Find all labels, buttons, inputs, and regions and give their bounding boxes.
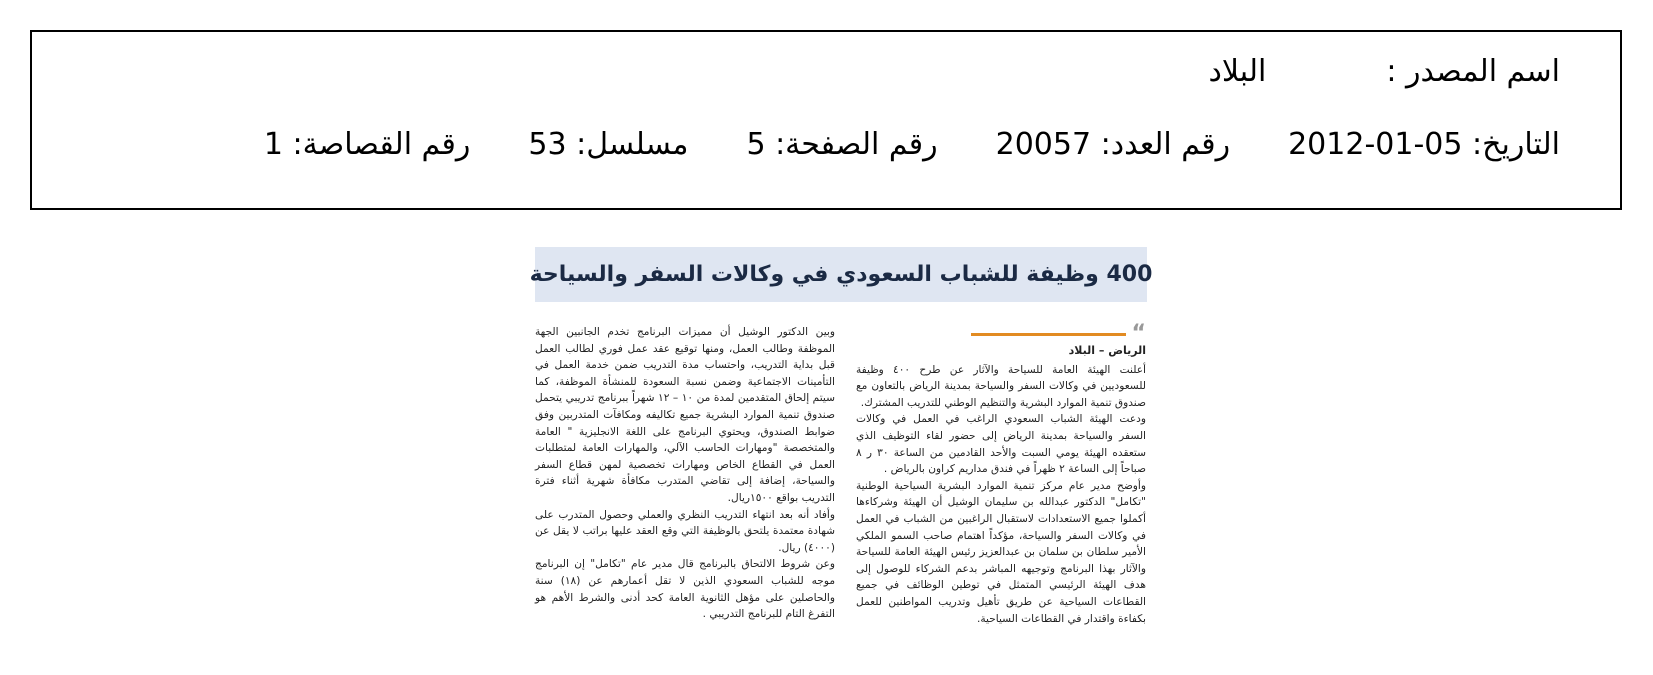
source-row [1209, 54, 1560, 89]
paragraph: أعلنت الهيئة العامة للسياحة والآثار عن طرح ٤٠٠ وظيفة للسعوديين في وكالات السفر والسياحة بمدينة الرياض بالتعاون مع صندوق تنمية الموارد البشرية والتنظيم الوطني للتدريب المشترك. [856, 363, 1146, 409]
clipping-header [30, 30, 1622, 210]
paragraph: وأفاد أنه بعد انتهاء التدريب النظري والعملي وحصول المتدرب على شهادة معتمدة يلتحق بالوظيفة التي وقع العقد عليها براتب لا يقل عن (٤٠٠٠) ريال. [535, 508, 835, 554]
article-column-left [535, 324, 835, 623]
page-number-field: رقم الصفحة: 5 [746, 127, 938, 162]
quote-icon: “ [1131, 321, 1146, 346]
quote-decoration [856, 321, 1146, 346]
paragraph: وبين الدكتور الوشيل أن مميزات البرنامج تخدم الجانبين الجهة الموظفة وطالب العمل، ومنها توقيع عقد عمل فوري لطالب العمل قبل بداية التدريب، واحتساب مدة التدريب ضمن خدمة العمل في التأمينات الاجتماعية وضمن نسبة السعودة للمنشأة الموظفة، كما سيتم إلحاق المتقدمين لمدة من ١٠ – ١٢ شهراً ببرنامج تدريبي يتحمل صندوق تنمية الموارد البشرية جميع تكاليفه ومكافآت المتدربين وفق ضوابط الصندوق، ويحتوي البرنامج على اللغة الانجليزية " العامة والمتخصصة "ومهارات الحاسب الآلي، والمهارات العامة لمتطلبات العمل في القطاع الخاص ومهارات تخصصية لمهن قطاع السفر والسياحة، إضافة إلى تقاضي المتدرب مكافأة شهرية أثناء فترة التدريب بواقع ١٥٠٠ريال. [535, 326, 835, 504]
date-field: التاريخ: 05-01-2012 [1288, 127, 1560, 162]
accent-line [971, 333, 1126, 336]
newspaper-clipping [529, 247, 1153, 675]
article-byline: الرياض – البلاد [1068, 344, 1146, 357]
clip-number-field: رقم القصاصة: 1 [263, 127, 471, 162]
metadata-row [264, 127, 1560, 162]
article-headline: 400 وظيفة للشباب السعودي في وكالات السفر والسياحة [529, 262, 1153, 287]
issue-number-field: رقم العدد: 20057 [995, 127, 1231, 162]
paragraph: ودعت الهيئة الشباب السعودي الراغب في العمل في وكالات السفر والسياحة بمدينة الرياض إلى حضور لقاء التوظيف الذي ستعقده الهيئة يومي السبت والأحد القادمين من الساعة ٣٠ ر ٨ صباحاً إلى الساعة ٢ ظهراً في فندق مداريم كراون بالرياض . [856, 413, 1146, 476]
article-column-right [856, 321, 1146, 627]
paragraph: وعن شروط الالتحاق بالبرنامج قال مدير عام "تكامل" إن البرنامج موجه للشباب السعودي الذين لا تقل أعمارهم عن (١٨) سنة والحاصلين على مؤهل الثانوية العامة كحد أدنى والشرط الأهم هو التفرغ التام للبرنامج التدريبي . [535, 558, 835, 621]
headline-bar [529, 247, 1153, 302]
source-label: اسم المصدر : [1386, 54, 1560, 89]
paragraph: وأوضح مدير عام مركز تنمية الموارد البشرية السياحية الوطنية "تكامل" الدكتور عبدالله بن سليمان الوشيل أن الهيئة وشركاءها أكملوا جميع الاستعدادات لاستقبال الراغبين من الشباب في العمل في وكالات السفر والسياحة، مؤكداً اهتمام صاحب السمو الملكي الأمير سلطان بن سلمان بن عبدالعزيز رئيس الهيئة العامة للسياحة والآثار بهذا البرنامج وتوجيهه المباشر بدعم الشركاء للوصول إلى هدف الهيئة الرئيسي المتمثل في توطين الوظائف في جميع القطاعات السياحية عن طريق تأهيل وتدريب المواطنين للعمل بكفاءة واقتدار في القطاعات السياحية. [856, 479, 1146, 625]
source-value: البلاد [1208, 54, 1267, 89]
serial-field: مسلسل: 53 [528, 127, 689, 162]
